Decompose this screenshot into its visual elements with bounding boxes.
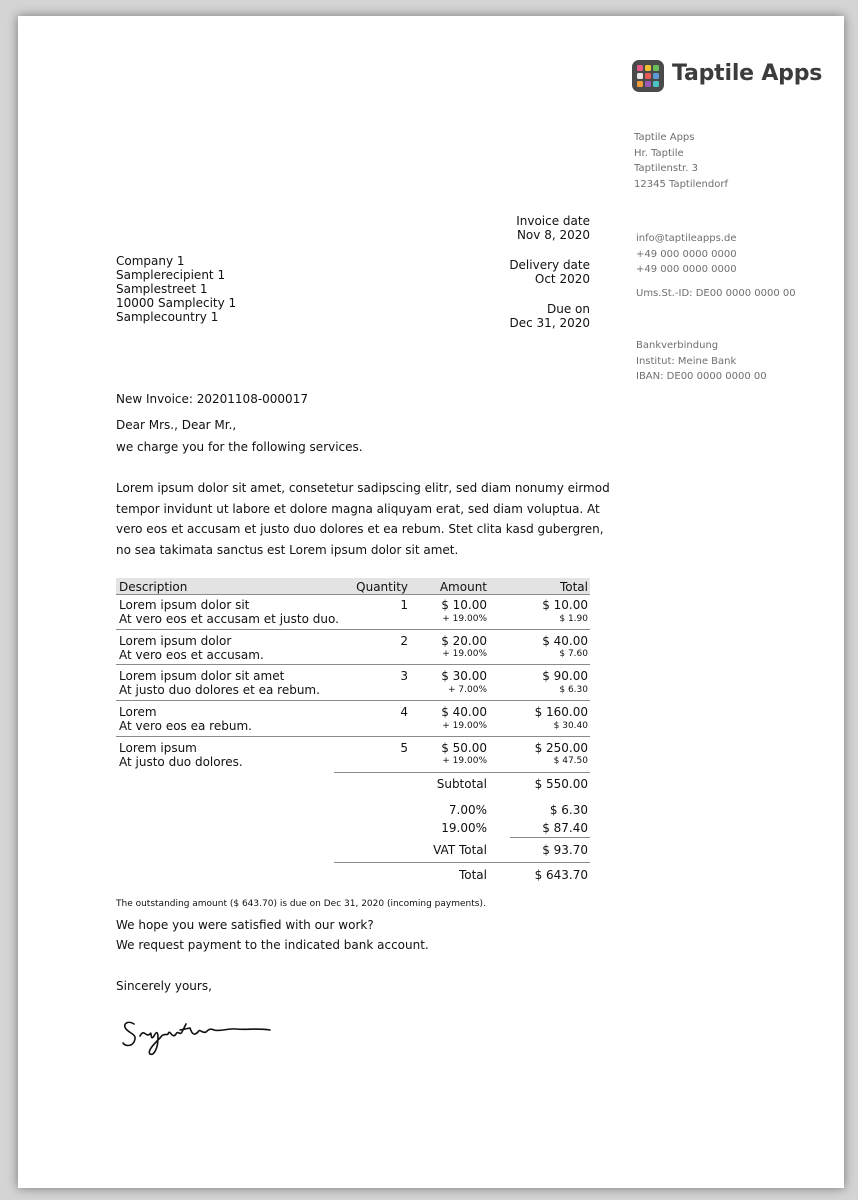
total-divider <box>334 862 590 863</box>
greeting: Dear Mrs., Dear Mr., <box>116 418 237 432</box>
row-quantity: 1 <box>400 598 408 612</box>
row-vat-amount: $ 30.40 <box>553 721 588 731</box>
row-divider <box>116 664 590 665</box>
vat-rate-label: 7.00% <box>448 803 487 817</box>
logo-cell <box>637 65 643 71</box>
row-quantity: 4 <box>400 705 408 719</box>
row-quantity: 2 <box>400 634 408 648</box>
recipient-line: 10000 Samplecity 1 <box>116 296 237 310</box>
row-total: $ 90.00 <box>542 669 588 683</box>
invoice-date-value: Nov 8, 2020 <box>516 228 590 242</box>
logo-cell <box>637 81 643 87</box>
vat-rate-label: 19.00% <box>441 821 487 835</box>
sender-phone: +49 000 0000 0000 <box>636 248 737 260</box>
recipient-address <box>116 254 236 324</box>
logo-cell <box>653 81 659 87</box>
sender-bank <box>636 338 767 385</box>
recipient-line: Samplerecipient 1 <box>116 268 226 282</box>
row-description-detail: At vero eos et accusam. <box>119 648 264 662</box>
row-vat-rate: + 19.00% <box>442 614 487 624</box>
row-amount: $ 10.00 <box>441 598 487 612</box>
row-vat-amount: $ 7.60 <box>559 649 588 659</box>
row-description: Lorem ipsum dolor sit <box>119 598 250 612</box>
due-date-label: Due on <box>547 302 590 316</box>
recipient-line: Company 1 <box>116 254 185 268</box>
row-vat-amount: $ 1.90 <box>559 614 588 624</box>
row-description: Lorem ipsum dolor <box>119 634 232 648</box>
logo-cell <box>645 73 651 79</box>
body-line: tempor invidunt ut labore et dolore magna aliquyam erat, sed diam voluptua. At <box>116 501 600 516</box>
row-divider <box>116 736 590 737</box>
signature-stroke <box>123 1022 270 1054</box>
body-paragraph <box>116 478 610 560</box>
logo-cell <box>645 65 651 71</box>
row-description-detail: At justo duo dolores et ea rebum. <box>119 683 320 697</box>
invoice-date-label: Invoice date <box>516 214 590 228</box>
row-description: Lorem ipsum <box>119 741 197 755</box>
invoice-dates <box>509 214 590 330</box>
app-grid-icon <box>632 60 664 92</box>
row-total: $ 40.00 <box>542 634 588 648</box>
subtotal-label: Subtotal <box>436 777 487 791</box>
vat-rate-amount: $ 87.40 <box>542 821 588 835</box>
row-vat-rate: + 19.00% <box>442 756 487 766</box>
footer-line: We hope you were satisfied with our work? <box>116 918 374 932</box>
invoice-page <box>18 16 844 1188</box>
row-description-detail: At justo duo dolores. <box>119 755 243 769</box>
subtotal-divider <box>334 772 590 773</box>
body-line: vero eos et accusam et justo duo dolores et ea rebum. Stet clita kasd gubergren, <box>116 522 604 536</box>
row-vat-amount: $ 47.50 <box>553 756 588 766</box>
sender-fax: +49 000 0000 0000 <box>636 264 737 275</box>
signature-image <box>120 1014 280 1064</box>
recipient-line: Samplestreet 1 <box>116 282 208 296</box>
subtotal-value: $ 550.00 <box>534 777 588 791</box>
sender-line: Taptilenstr. 3 <box>634 163 698 174</box>
bank-line: Bankverbindung <box>636 340 719 351</box>
vat-rate-amount: $ 6.30 <box>549 803 588 817</box>
row-divider <box>116 629 590 630</box>
row-amount: $ 40.00 <box>441 705 487 719</box>
sender-tax-id: Ums.St.-ID: DE00 0000 0000 00 <box>636 288 796 299</box>
header-quantity: Quantity <box>356 580 408 594</box>
body-line: Lorem ipsum dolor sit amet, consetetur sadipscing elitr, sed diam nonumy eirmod <box>116 481 610 495</box>
logo-cell <box>653 73 659 79</box>
sender-email: info@taptileapps.de <box>636 233 737 244</box>
body-line: no sea takimata sanctus est Lorem ipsum dolor sit amet. <box>116 542 459 557</box>
header-description: Description <box>119 580 188 594</box>
header-underline <box>116 594 590 595</box>
footer-line: We request payment to the indicated bank account. <box>116 938 429 952</box>
delivery-date-value: Oct 2020 <box>534 272 590 286</box>
row-description: Lorem <box>119 705 157 719</box>
row-description-detail: At vero eos et accusam et justo duo. <box>119 612 339 626</box>
brand-name: Taptile Apps <box>672 61 823 86</box>
row-amount: $ 20.00 <box>441 634 487 648</box>
row-description: Lorem ipsum dolor sit amet <box>119 669 285 683</box>
row-amount: $ 30.00 <box>441 669 487 683</box>
closing: Sincerely yours, <box>116 979 212 993</box>
row-total: $ 250.00 <box>534 741 588 755</box>
total-label: Total <box>458 868 487 882</box>
outstanding-note: The outstanding amount ($ 643.70) is due on Dec 31, 2020 (incoming payments). <box>116 899 486 909</box>
recipient-line: Samplecountry 1 <box>116 310 219 324</box>
row-amount: $ 50.00 <box>441 741 487 755</box>
sender-address <box>634 130 728 192</box>
row-description-detail: At vero eos ea rebum. <box>119 719 252 733</box>
due-date-value: Dec 31, 2020 <box>509 316 590 330</box>
row-vat-rate: + 19.00% <box>442 721 487 731</box>
row-quantity: 3 <box>400 669 408 683</box>
sender-contact <box>636 231 737 278</box>
vat-total-value: $ 93.70 <box>542 843 588 857</box>
bank-line: Institut: Meine Bank <box>636 355 737 367</box>
total-value: $ 643.70 <box>534 868 588 882</box>
delivery-date-label: Delivery date <box>509 258 590 272</box>
row-vat-rate: + 7.00% <box>448 685 487 695</box>
intro-text: we charge you for the following services. <box>116 440 363 454</box>
row-divider <box>116 700 590 701</box>
sender-line: Taptile Apps <box>634 132 695 143</box>
logo-cell <box>637 73 643 79</box>
vat-total-label: VAT Total <box>433 843 487 857</box>
row-vat-amount: $ 6.30 <box>559 685 588 695</box>
header-total: Total <box>559 580 588 594</box>
bank-line: IBAN: DE00 0000 0000 00 <box>636 371 767 382</box>
logo-cell <box>645 81 651 87</box>
sender-line: 12345 Taptilendorf <box>634 178 728 190</box>
row-total: $ 160.00 <box>534 705 588 719</box>
sender-line: Hr. Taptile <box>634 147 684 159</box>
row-total: $ 10.00 <box>542 598 588 612</box>
row-quantity: 5 <box>400 741 408 755</box>
invoice-title: New Invoice: 20201108-000017 <box>116 392 308 406</box>
logo-cell <box>653 65 659 71</box>
row-vat-rate: + 19.00% <box>442 649 487 659</box>
vat-divider <box>510 837 590 838</box>
header-amount: Amount <box>439 580 487 594</box>
